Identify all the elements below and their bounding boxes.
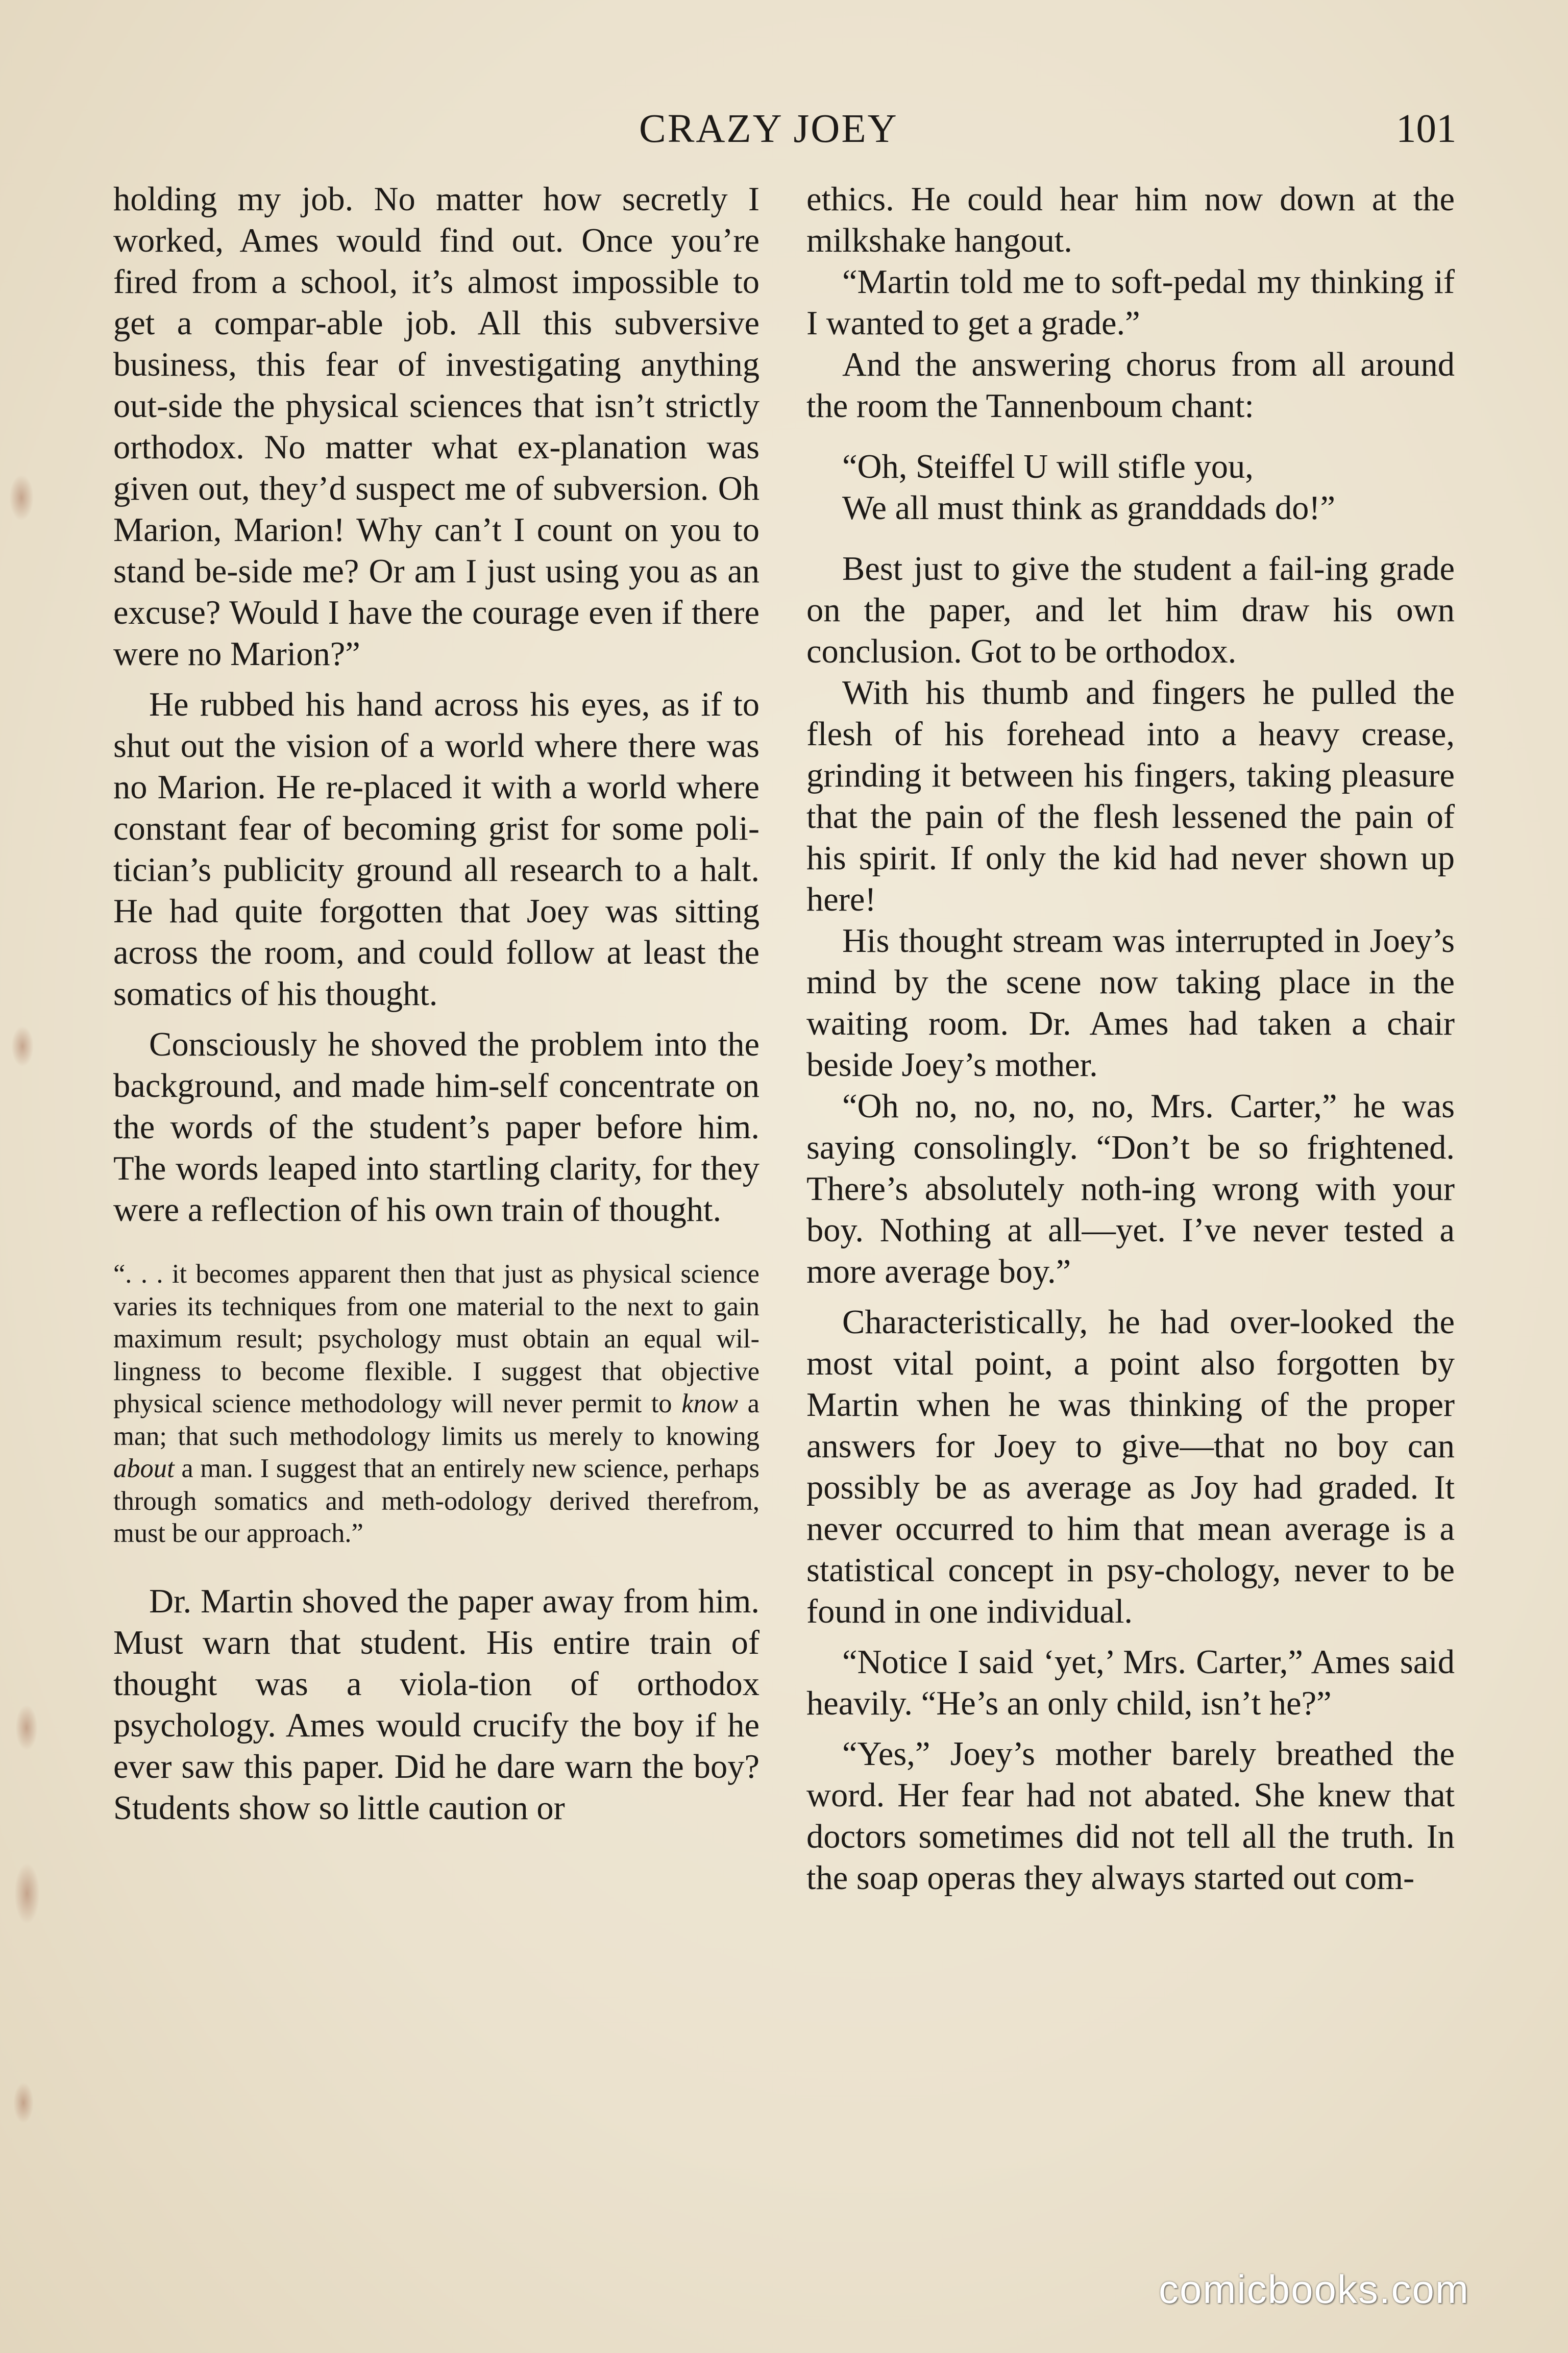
excerpt-emphasis: about — [113, 1454, 175, 1483]
foxing-stain — [9, 475, 34, 521]
page-number: 101 — [1396, 107, 1457, 151]
foxing-stain — [14, 1863, 40, 1924]
excerpt-text: “. . . it becomes apparent then that just as physical science varies its techniques from one material to the next to gain maximum result; psychology must obtain an equal wil-lingness to become flexible. I suggest that objective physical science methodology will never permit to — [113, 1259, 760, 1418]
excerpt-text: a man; that such methodology limits us merely to knowing — [113, 1389, 760, 1451]
running-title: CRAZY JOEY — [639, 107, 898, 151]
paragraph: “Yes,” Joey’s mother barely breathed the word. Her fear had not abated. She knew that doctors sometimes did not tell all the truth. In the soap operas they always started out com- — [806, 1735, 1455, 1897]
excerpt-text: a man. I suggest that an entirely new science, perhaps through somatics and meth-odology derived therefrom, must be our approach.” — [113, 1454, 760, 1548]
paragraph: And the answering chorus from all around the room the Tannenboum chant: — [806, 346, 1455, 425]
verse-line: We all must think as granddads do!” — [842, 489, 1336, 527]
paragraph: With his thumb and fingers he pulled the flesh of his forehead into a heavy crease, grinding it between his fingers, taking pleasure that the pain of the flesh lessened the pain of his spirit. If only the kid had never shown up here! — [806, 674, 1455, 918]
paragraph: Characteristically, he had over-looked the most vital point, a point also forgotten by Martin when he was thinking of the proper answers for Joey to give—that no boy can possibly be as average as Joy had graded. It never occurred to him that mean average is a statistical concept in psy-chology, never to be found in one individual. — [806, 1304, 1455, 1630]
paragraph: His thought stream was interrupted in Joey’s mind by the scene now taking place in the waiting room. Dr. Ames had taken a chair beside Joey’s mother. — [806, 922, 1455, 1084]
foxing-stain — [13, 2082, 34, 2123]
paragraph: holding my job. No matter how secretly I worked, Ames would find out. Once you’re fired from a school, it’s almost impossible to get a compar-able job. All this subversive business, this fear of investigating anything out-side the physical sciences that isn’t strictly orthodox. No matter what ex-planation was given out, they’d suspect me of subversion. Oh Marion, Marion! Why can’t I count on you to stand be-side me? Or am I just using you as an excuse? Would I have the courage even if there were no Marion?” — [113, 181, 760, 673]
right-column — [806, 179, 1455, 1899]
paragraph: He rubbed his hand across his eyes, as if to shut out the vision of a world where there was no Marion. He re-placed it with a world where constant fear of becoming grist for some poli-tician’s publicity ground all research to a halt. He had quite forgotten that Joey was sitting across the room, and could follow at least the somatics of his thought. — [113, 686, 760, 1013]
site-watermark: comicbooks.com — [1159, 2267, 1469, 2312]
excerpt-emphasis: know — [681, 1389, 739, 1418]
paragraph: “Martin told me to soft-pedal my thinking if I wanted to get a grade.” — [806, 263, 1455, 342]
paragraph: Best just to give the student a fail-ing grade on the paper, and let him draw his own conclusion. Got to be orthodox. — [806, 550, 1455, 670]
chant-verse — [806, 446, 1455, 529]
paragraph: ethics. He could hear him now down at the milkshake hangout. — [806, 181, 1455, 259]
foxing-stain — [15, 1705, 38, 1751]
foxing-stain — [11, 1026, 34, 1067]
paragraph: Dr. Martin shoved the paper away from him. Must warn that student. His entire train of thought was a viola-tion of orthodox psychology. Ames would crucify the boy if he ever saw this paper. Did he dare warn the boy? Students show so little caution or — [113, 1582, 760, 1827]
paragraph: Consciously he shoved the problem into the background, and made him-self concentrate on the words of the student’s paper before him. The words leaped into startling clarity, for they were a reflection of his own train of thought. — [113, 1026, 760, 1229]
page-header — [0, 101, 1568, 157]
verse-line: “Oh, Steiffel U will stifle you, — [842, 448, 1254, 485]
left-column — [113, 179, 760, 1829]
paragraph: “Notice I said ‘yet,’ Mrs. Carter,” Ames said heavily. “He’s an only child, isn’t he?” — [806, 1644, 1455, 1722]
student-paper-excerpt — [113, 1258, 760, 1550]
paragraph: “Oh no, no, no, no, Mrs. Carter,” he was saying consolingly. “Don’t be so frightened. There’s absolutely noth-ing wrong with your boy. Nothing at all—yet. I’ve never tested a more average boy.” — [806, 1088, 1455, 1290]
